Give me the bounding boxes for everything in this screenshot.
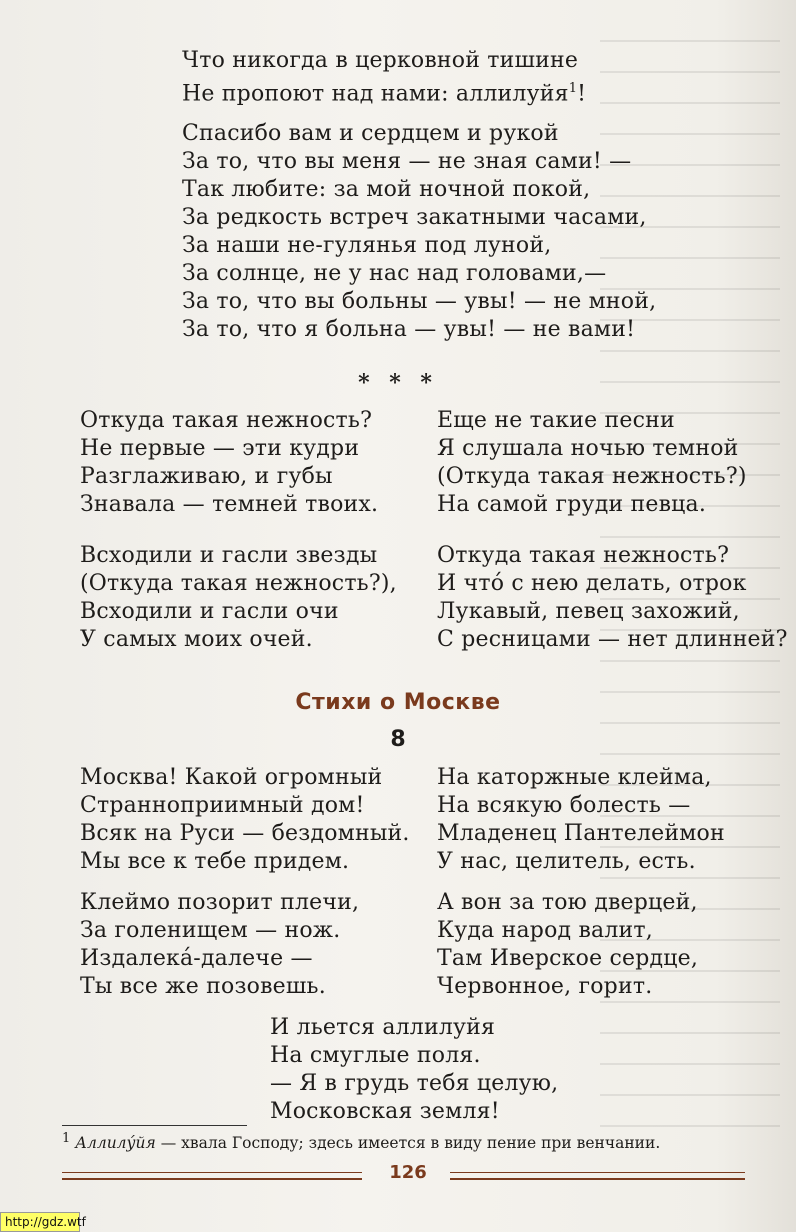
verse-line: Всяк на Руси — бездомный.	[80, 821, 410, 846]
verse-line: Всходили и гасли очи	[80, 599, 339, 624]
page-rule-left	[62, 1172, 362, 1180]
footnote-term: Аллилу́йя	[75, 1134, 156, 1153]
verse-line: Не пропоют над нами: аллилуйя$^1$!	[182, 81, 587, 107]
verse-line: За то, что я больна — увы! — не вами!	[182, 317, 636, 342]
verse-line: А вон за тою дверцей,	[437, 890, 698, 915]
poem-number: 8	[390, 727, 406, 752]
footnote	[62, 1131, 660, 1152]
verse-line: Не первые — эти кудри	[80, 436, 360, 461]
verse-line: Там Иверское сердце,	[437, 946, 699, 971]
verse-line: Московская земля!	[270, 1099, 500, 1124]
verse-line: Разглаживаю, и губы	[80, 464, 333, 489]
poem-separator: * * *	[358, 370, 438, 396]
verse-line: У нас, целитель, есть.	[437, 849, 696, 874]
verse-line: Клеймо позорит плечи,	[80, 890, 360, 915]
verse-line: И что́ с нею делать, отрок	[437, 571, 747, 596]
footnote-text: — хвала Господу; здесь имеется в виду пение при венчании.	[155, 1134, 661, 1153]
verse-line: Куда народ валит,	[437, 918, 653, 943]
footnote-number: 1	[62, 1131, 71, 1146]
verse-line: Всходили и гасли звезды	[80, 543, 378, 568]
section-title: Стихи о Москве	[295, 690, 501, 715]
page-number: 126	[389, 1162, 427, 1183]
verse-line: За наши не-гулянья под луной,	[182, 233, 552, 258]
verse-line: На каторжные клейма,	[437, 765, 712, 790]
verse-line: За то, что вы больны — увы! — не мной,	[182, 289, 657, 314]
verse-line: Откуда такая нежность?	[437, 543, 730, 568]
verse-line: Младенец Пантелеймон	[437, 821, 725, 846]
verse-line: (Откуда такая нежность?),	[80, 571, 397, 596]
verse-line: За солнце, не у нас над головами,—	[182, 261, 607, 286]
footnote-mark: 1	[568, 81, 578, 96]
verse-line: С ресницами — нет длинней?	[437, 627, 788, 652]
verse-line: Издалека́-далече —	[80, 946, 313, 971]
verse-line: И льется аллилуйя	[270, 1015, 496, 1040]
verse-line: Мы все к тебе придем.	[80, 849, 350, 874]
verse-line: — Я в грудь тебя целую,	[270, 1071, 559, 1096]
verse-line: Странноприимный дом!	[80, 793, 365, 818]
verse-line: Что никогда в церковной тишине	[182, 48, 579, 73]
verse-line: За голенищем — нож.	[80, 918, 341, 943]
verse-line: На смуглые поля.	[270, 1043, 481, 1068]
verse-line: Спасибо вам и сердцем и рукой	[182, 121, 559, 146]
verse-line: На всякую болесть —	[437, 793, 691, 818]
verse-line: Червонное, горит.	[437, 974, 653, 999]
verse-line: Ты все же позовешь.	[80, 974, 326, 999]
verse-line: Откуда такая нежность?	[80, 408, 373, 433]
verse-line: Знавала — темней твоих.	[80, 492, 379, 517]
verse-line: За редкость встреч закатными часами,	[182, 205, 647, 230]
verse-line: Лукавый, певец захожий,	[437, 599, 740, 624]
page-rule-right	[450, 1172, 745, 1180]
verse-line: (Откуда такая нежность?)	[437, 464, 747, 489]
verse-line: Я слушала ночью темной	[437, 436, 739, 461]
verse-line: Москва! Какой огромный	[80, 765, 383, 790]
verse-line: Так любите: за мой ночной покой,	[182, 177, 591, 202]
verse-line: На самой груди певца.	[437, 492, 707, 517]
verse-line: У самых моих очей.	[80, 627, 313, 652]
verse-line: Еще не такие песни	[437, 408, 675, 433]
watermark-link[interactable]: http://gdz.wtf	[0, 1212, 80, 1232]
verse-line: За то, что вы меня — не зная сами! —	[182, 149, 632, 174]
footnote-divider	[62, 1125, 247, 1126]
